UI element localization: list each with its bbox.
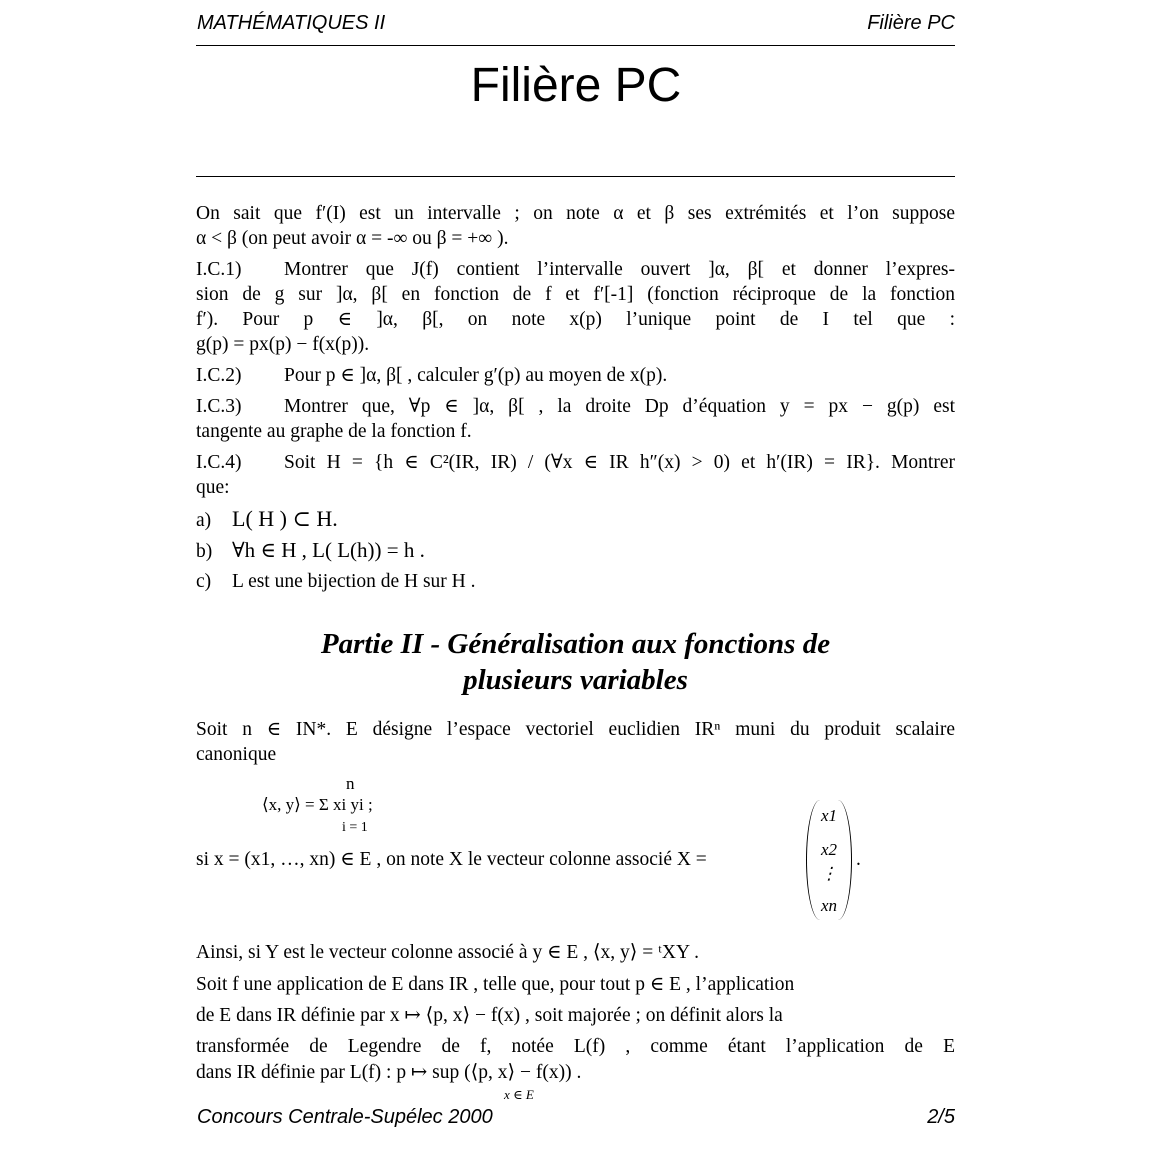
- ic4-text-1: Soit H = {h ∈ C²(IR, IR) / (∀x ∈ IR h″(x) > 0) et h′(IR) = IR}. Montrer: [284, 452, 955, 473]
- soit-line-1: Soit f une application de E dans IR , telle que, pour tout p ∈ E , l’application: [196, 974, 795, 995]
- ic2-label: I.C.2): [196, 365, 242, 386]
- ic3-text-1: Montrer que, ∀p ∈ ]α, β[ , la droite Dp d’équation y = px − g(p) est: [284, 396, 955, 417]
- ic2-text: Pour p ∈ ]α, β[ , calculer g′(p) au moyen de x(p).: [284, 365, 668, 386]
- ic3-label: I.C.3): [196, 396, 242, 417]
- vector-entry-n: xn: [820, 896, 838, 915]
- p2-line-2: canonique: [196, 744, 277, 765]
- item-c-label: c): [196, 571, 212, 592]
- part-two-title-line-1: Partie II - Généralisation aux fonctions de: [320, 628, 831, 660]
- item-b: [196, 538, 955, 564]
- ic1-label: I.C.1): [196, 259, 242, 280]
- ic3-line-2: tangente au graphe de la fonction f.: [196, 421, 472, 442]
- ic4-line-2: que:: [196, 477, 230, 498]
- footer-left: Concours Centrale-Supélec 2000: [197, 1106, 493, 1128]
- page-title: Filière PC: [470, 59, 682, 112]
- sum-upper-limit: n: [346, 774, 355, 793]
- ic1-line-3: f′). Pour p ∈ ]α, β[, on note x(p) l’unique point de I tel que :: [196, 309, 955, 330]
- inner-product-formula: ⟨x, y⟩ = Σ xi yi ;: [262, 795, 373, 814]
- ic2-line: [196, 363, 955, 388]
- si-line: si x = (x1, …, xn) ∈ E , on note X le vecteur colonne associé X =: [196, 849, 707, 870]
- title-rule: [196, 176, 955, 177]
- ic3-line-1: [196, 394, 955, 419]
- item-c-text: L est une bijection de H sur H .: [232, 571, 476, 592]
- vector-entry-2: x2: [820, 840, 838, 859]
- ic4-line-1: [196, 450, 955, 475]
- ic1-line-4: g(p) = px(p) − f(x(p)).: [196, 334, 370, 355]
- ainsi-line: Ainsi, si Y est le vecteur colonne associé à y ∈ E , ⟨x, y⟩ = ᵗXY .: [196, 942, 700, 963]
- item-b-label: b): [196, 541, 213, 562]
- column-vector: [806, 800, 852, 920]
- vector-entry-1: x1: [820, 806, 838, 825]
- item-a-label: a): [196, 510, 212, 531]
- soit-line-4: dans IR définie par L(f) : p ↦ sup (⟨p, x⟩ − f(x)) .: [196, 1062, 582, 1083]
- sum-lower-limit: i = 1: [342, 820, 368, 835]
- soit-line-2: de E dans IR définie par x ↦ ⟨p, x⟩ − f(x) , soit majorée ; on définit alors la: [196, 1005, 783, 1026]
- ic4-label: I.C.4): [196, 452, 242, 473]
- item-b-text: ∀h ∈ H , L( L(h)) = h .: [232, 538, 425, 562]
- ic1-text-1: Montrer que J(f) contient l’intervalle ouvert ]α, β[ et donner l’expres-: [284, 259, 955, 280]
- part-two-title: [196, 626, 955, 698]
- p2-line-1: Soit n ∈ IN*. E désigne l’espace vectoriel euclidien IRⁿ muni du produit scalaire: [196, 719, 955, 740]
- intro-line-2: α < β (on peut avoir α = -∞ ou β = +∞ ).: [196, 228, 509, 249]
- item-a: [196, 506, 955, 533]
- sup-subscript: x ∈ E: [504, 1087, 534, 1102]
- ic1-line-1: [196, 257, 955, 282]
- soit-line-3: transformée de Legendre de f, notée L(f) , comme étant l’application de E: [196, 1036, 955, 1057]
- part-two-title-line-2: plusieurs variables: [463, 664, 688, 696]
- vector-period: .: [856, 849, 861, 870]
- header-left: MATHÉMATIQUES II: [197, 12, 386, 34]
- header-rule: [196, 45, 955, 46]
- footer-page-number: 2/5: [927, 1106, 955, 1128]
- ic1-line-2: sion de g sur ]α, β[ en fonction de f et f′[-1] (fonction réciproque de la fonction: [196, 284, 955, 305]
- header-right: Filière PC: [867, 12, 955, 34]
- intro-line-1: On sait que f′(I) est un intervalle ; on note α et β ses extrémités et l’on suppose: [196, 203, 955, 224]
- item-a-text: L( H ) ⊂ H.: [232, 506, 338, 531]
- item-c: [196, 569, 955, 594]
- vector-entry-dots: ⋮: [820, 864, 838, 883]
